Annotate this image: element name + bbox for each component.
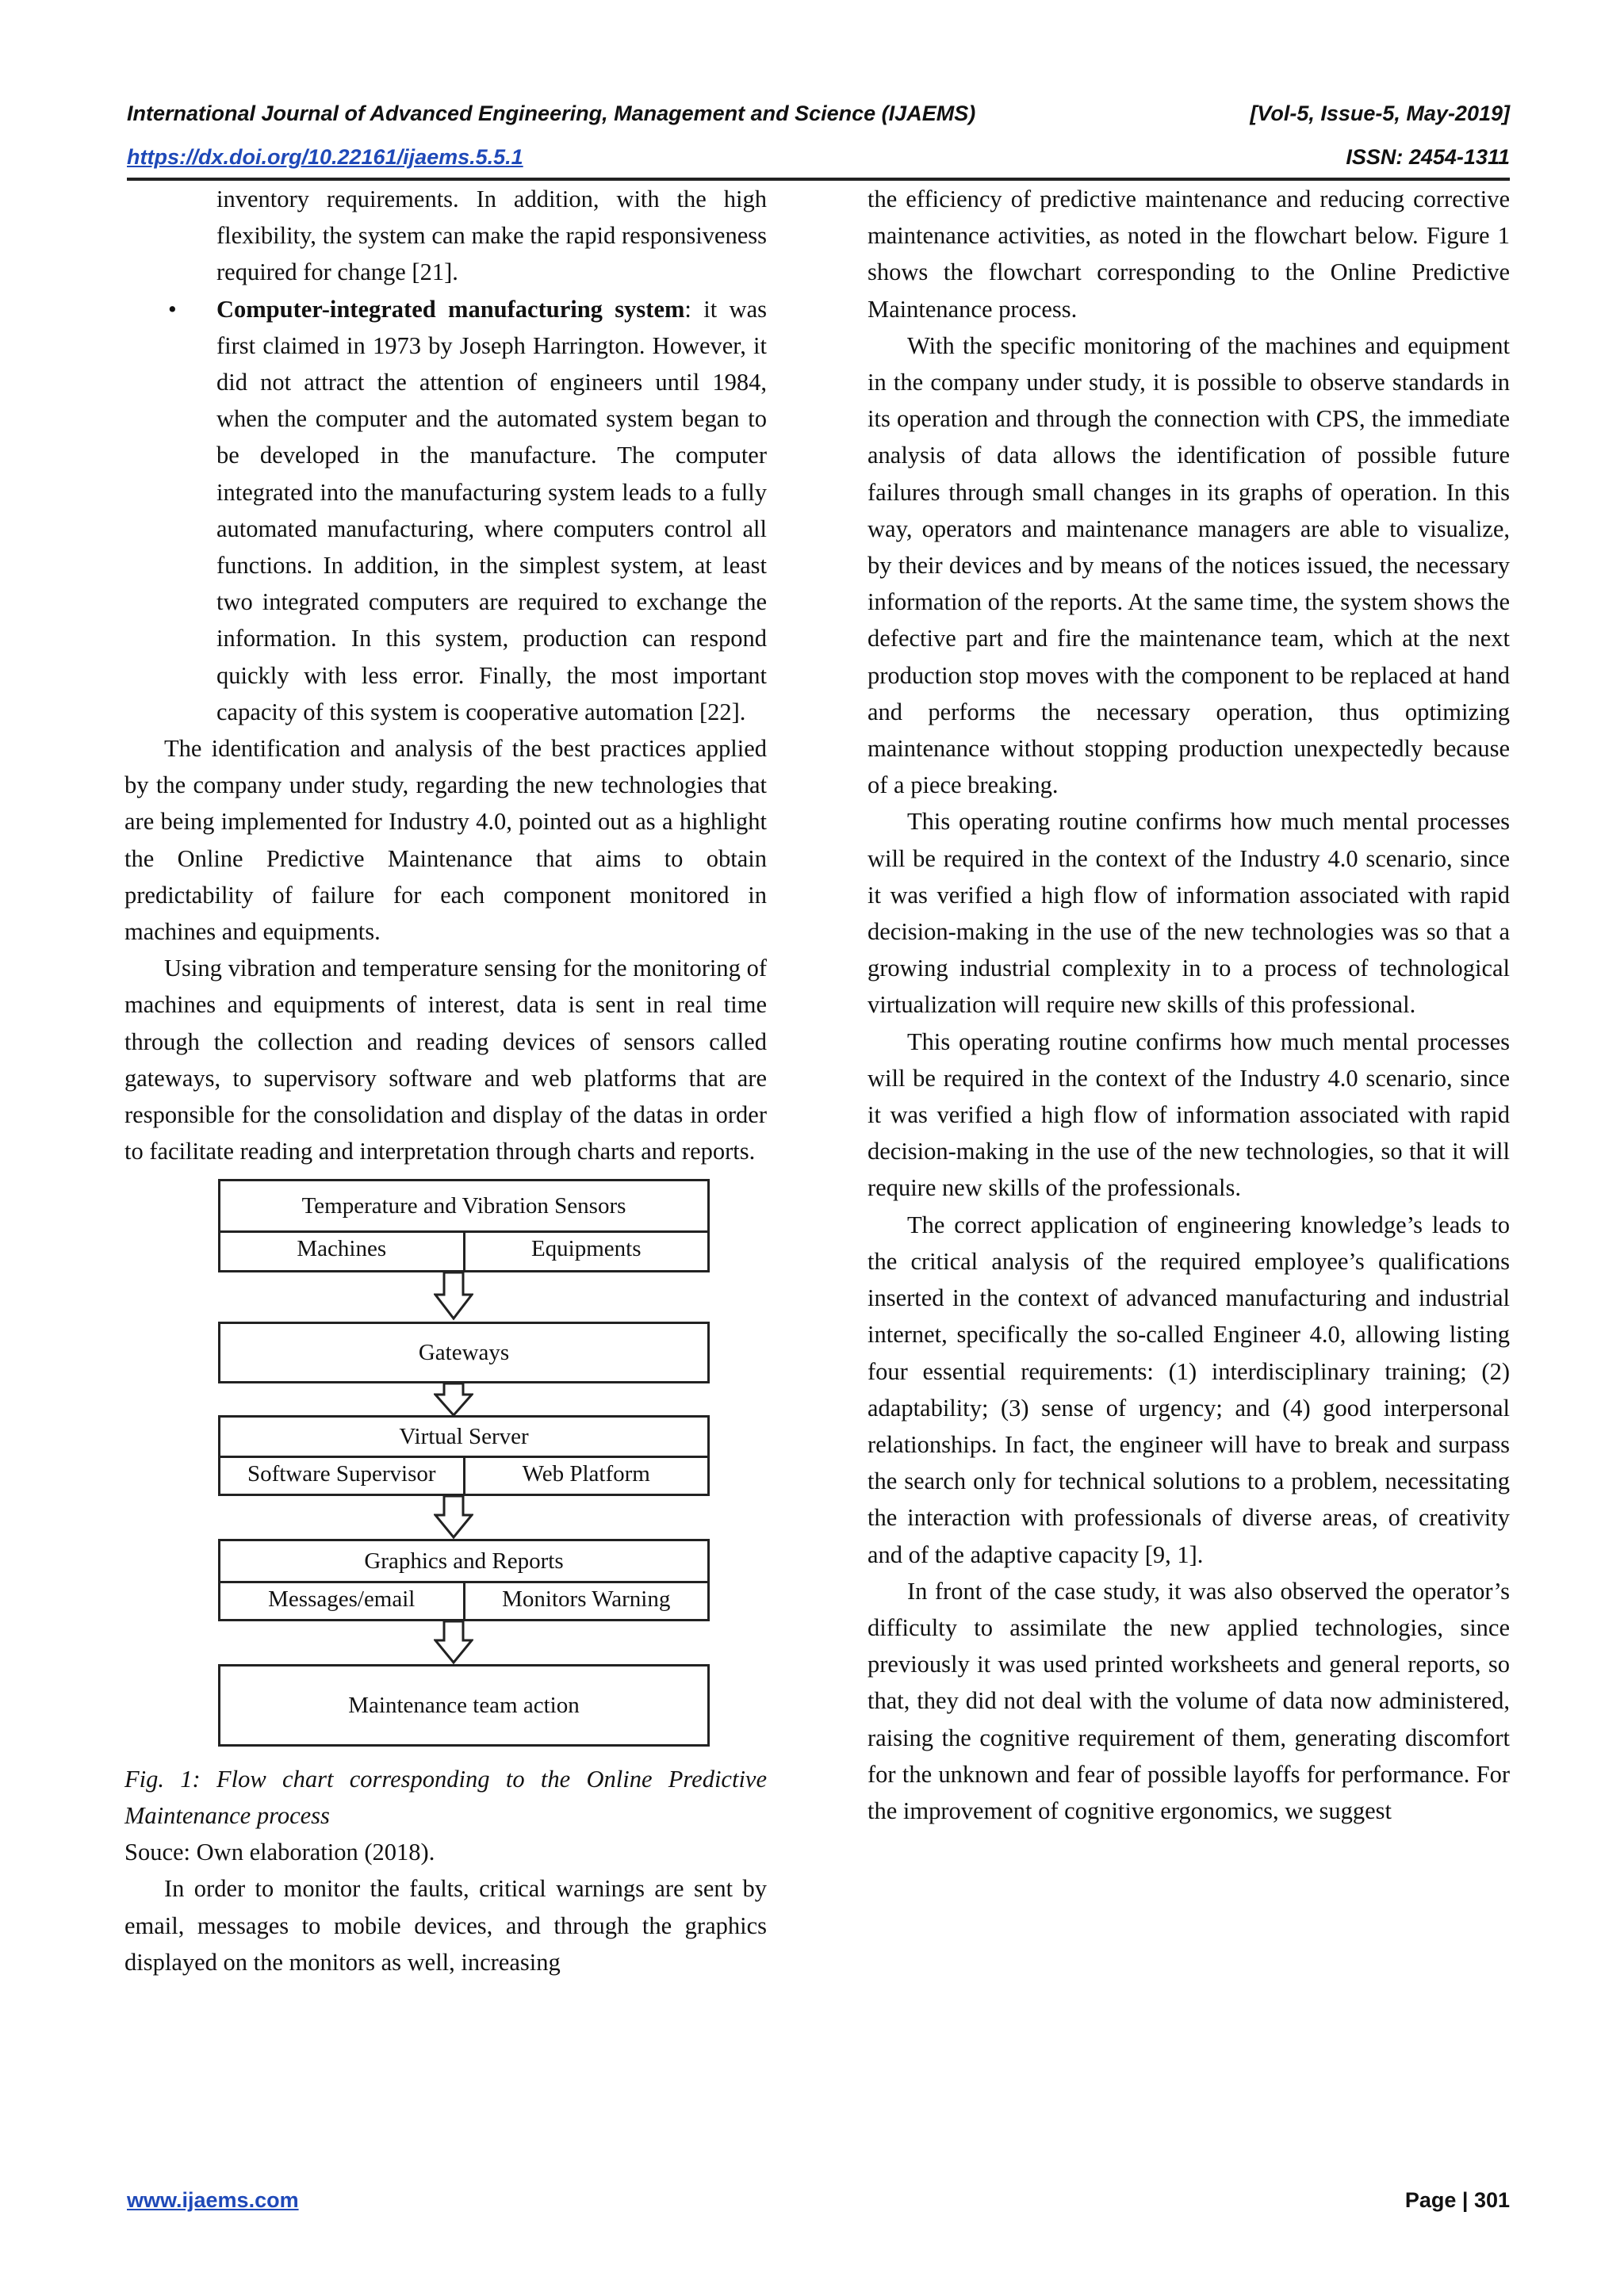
bullet-icon: • [168, 295, 177, 323]
doi-line [127, 145, 1510, 170]
gateways-box [218, 1322, 710, 1383]
maintenance-box [218, 1664, 710, 1747]
paragraph: With the specific monitoring of the machines and equipment in the company under study, it is possible to observe standards in its operation and through the connection with CPS, the immediate analysis of data allows the identification of possible future failures through small changes in its graphs of operation. In this way, operators and maintenance managers are able to visualize, by their devices and by means of the notices issued, the necessary information of the reports. At the same time, the system shows the defective part and fire the maintenance team, which at the next production stop moves with the component to be replaced at hand and performs the necessary operation, thus optimizing maintenance without stopping production unexpectedly because of a piece breaking. [868, 331, 1510, 799]
web-platform-cell: Web Platform [463, 1458, 708, 1496]
maintenance-label: Maintenance team action [348, 1693, 580, 1719]
issn: ISSN: 2454-1311 [1346, 145, 1510, 169]
paragraph: In order to monitor the faults, critical warnings are sent by email, messages to mobile devices, and through the graphics displayed on the monitors as well, increasing [124, 1875, 767, 1976]
paragraph: the efficiency of predictive maintenance and reducing corrective maintenance activities, as noted in the flowchart below. Figure 1 shows the flowchart corresponding to the Online Predictive Maintenance process. [868, 186, 1510, 323]
monitors-warning-cell: Monitors Warning [463, 1583, 708, 1621]
cim-text: : it was first claimed in 1973 by Joseph Harrington. However, it did not attract the attention of engineers until 1984, when the computer and the automated system began to be developed in the manufacture. The computer integrated into the manufacturing system leads to a fully automated manufacturing, where computers control all functions. In addition, in the simplest system, at least two integrated computers are required to exchange the information. In this system, production can respond quickly with less error. Finally, the most important capacity of this system is cooperative automation [22]. [216, 295, 767, 725]
journal-title: International Journal of Advanced Engineering, Management and Science (IJAEMS) [127, 101, 976, 125]
page-number: Page | 301 [1404, 2188, 1510, 2212]
machines-cell: Machines [297, 1236, 387, 1262]
down-arrow-icon [434, 1383, 473, 1417]
right-column [868, 181, 1510, 1829]
software-supervisor-cell: Software Supervisor [247, 1461, 436, 1487]
cim-term: Computer-integrated manufacturing system [216, 295, 685, 323]
volume-issue: [Vol-5, Issue-5, May-2019] [1250, 101, 1510, 125]
flowchart-figure [124, 1174, 767, 1729]
list-item-cim [124, 291, 767, 730]
paragraph: The identification and analysis of the best practices applied by the company under study, regarding the new technologies that are being implemented for Industry 4.0, pointed out as a highlight the Online Predictive Maintenance that aims to obtain predictability of failure for each component monitored in machines and equipments. [124, 735, 767, 946]
gateways-label: Gateways [418, 1340, 510, 1366]
figure-source: Souce: Own elaboration (2018). [124, 1839, 435, 1866]
list-item-continued: inventory requirements. In addition, with the high flexibility, the system can make the rapid responsiveness required for change [21]. [216, 186, 767, 286]
down-arrow-icon [434, 1272, 473, 1322]
journal-website-link[interactable]: www.ijaems.com [127, 2188, 299, 2212]
figure-caption: Fig. 1: Flow chart corresponding to the Online Predictive Maintenance process [124, 1766, 767, 1830]
sensors-box [218, 1179, 710, 1272]
left-column [124, 181, 767, 1980]
paragraph: The correct application of engineering knowledge’s leads to the critical analysis of the required employee’s qualifications inserted in the context of advanced manufacturing and industrial internet, specifically the so-called Engineer 4.0, allowing listing four essential requirements: (1) interdisciplinary training; (2) adaptability; (3) sense of urgency; and (4) good interpersonal relationships. In fact, the engineer will have to break and surpass the search only for technical solutions to a problem, necessitating the interaction with professionals of diverse areas, of creativity and of the adaptive capacity [9, 1]. [868, 1211, 1510, 1568]
doi-link[interactable]: https://dx.doi.org/10.22161/ijaems.5.5.1 [127, 145, 523, 169]
paragraph: Using vibration and temperature sensing for the monitoring of machines and equipments of interest, data is sent in real time through the collection and reading devices of sensors called gateways, to supervisory software and web platforms that are responsible for the consolidation and display of the datas in order to facilitate reading and interpretation through charts and reports. [124, 955, 767, 1165]
equipments-cell: Equipments [463, 1233, 708, 1272]
down-arrow-icon [434, 1496, 473, 1540]
page-footer [127, 2188, 1510, 2213]
paragraph: This operating routine confirms how much mental processes will be required in the context of the Industry 4.0 scenario, since it was verified a high flow of information associated with rapid decision-making in the use of the new technologies was so that a growing industrial complexity in to a process of technological virtualization will require new skills of this professional. [868, 808, 1510, 1019]
down-arrow-icon [434, 1621, 473, 1666]
virtual-server-title: Virtual Server [399, 1424, 529, 1450]
messages-email-cell: Messages/email [268, 1586, 416, 1613]
paragraph: This operating routine confirms how much mental processes will be required in the context of the Industry 4.0 scenario, since it was verified a high flow of information associated with rapid decision-making in the use of the new technologies, so that it will require new skills of the professionals. [868, 1027, 1510, 1202]
sensors-title: Temperature and Vibration Sensors [301, 1193, 626, 1219]
graphics-reports-box [218, 1539, 710, 1621]
virtual-server-box [218, 1415, 710, 1496]
paragraph: In front of the case study, it was also observed the operator’s difficulty to assimilate the new applied technologies, since previously it was used printed worksheets and general reports, so that, they did not deal with the volume of data now administered, raising the cognitive requirement of them, generating discomfort for the unknown and fear of possible layoffs for performance. For the improvement of cognitive ergonomics, we suggest [868, 1577, 1510, 1824]
running-header [127, 101, 1510, 126]
graphics-reports-title: Graphics and Reports [364, 1548, 564, 1575]
